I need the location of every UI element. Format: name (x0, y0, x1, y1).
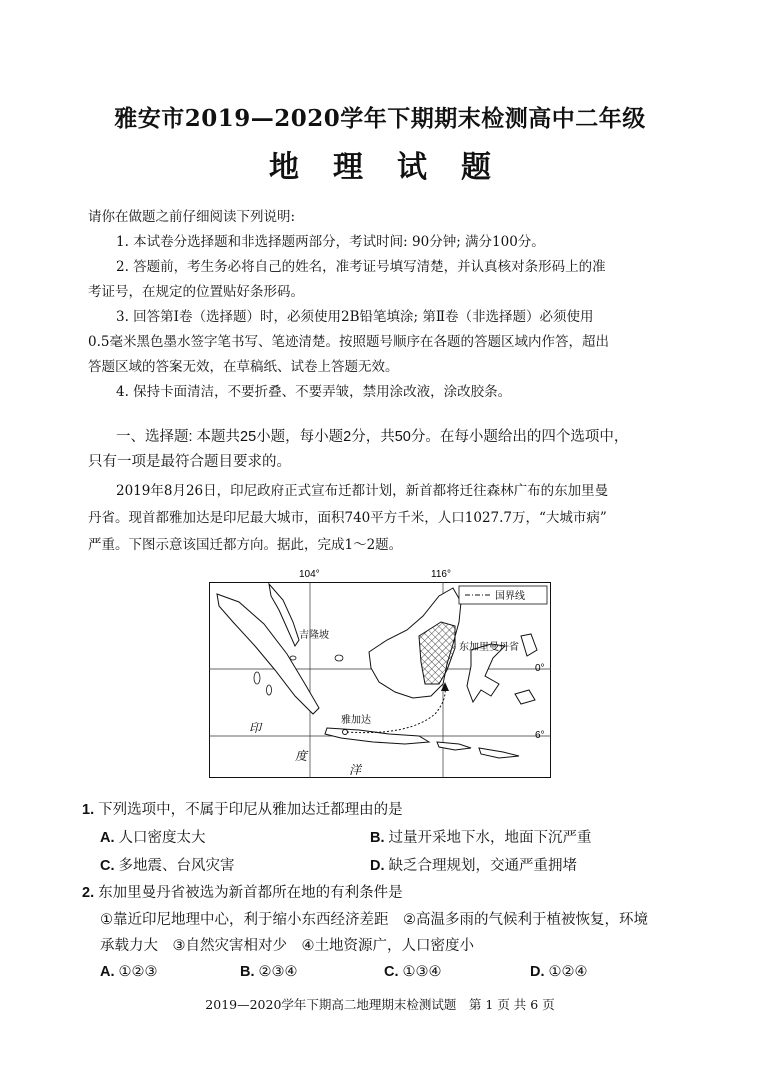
q2-option-b[interactable]: B. ②③④ (240, 964, 298, 980)
lat-label-6: 6° (535, 730, 545, 741)
instruction-item-1: 1. 本试卷分选择题和非选择题两部分，考试时间: 90分钟; 满分100分。 (116, 234, 545, 250)
question-2-statement-line-2: 承载力大 ③自然灾害相对少 ④土地资源广，人口密度小 (100, 938, 474, 954)
instruction-item-3-cont: 0.5毫米黑色墨水签字笔书写、笔迹清楚。按照题号顺序在各题的答题区域内作答，超出 (88, 334, 609, 350)
passage-line-3: 严重。下图示意该国迁都方向。据此，完成1～2题。 (88, 537, 403, 553)
city-label-kl: 吉隆坡 (299, 630, 329, 641)
q1-option-b[interactable]: B. 过量开采地下水，地面下沉严重 (370, 830, 592, 846)
lon-label-116: 116° (431, 569, 451, 580)
lon-label-104: 104° (299, 569, 320, 580)
map-svg (209, 566, 551, 778)
q2-option-a[interactable]: A. ①②③ (100, 964, 158, 980)
question-1-stem: 下列选项中，不属于印尼从雅加达迁都理由的是 (98, 802, 403, 818)
passage (88, 478, 688, 559)
passage-line-1: 2019年8月26日，印尼政府正式宣布迁都计划，新首都将迁往森林广布的东加里曼 (116, 483, 609, 499)
instruction-item-3-cont2: 答题区域的答案无效，在草稿纸、试卷上答题无效。 (88, 359, 399, 375)
islet-2 (267, 685, 272, 695)
page-title: 雅安市2019—2020学年下期期末检测高中二年级 (114, 105, 646, 132)
ocean-label-1: 印 (249, 721, 262, 735)
question-1-number: 1. (82, 802, 95, 818)
question-2 (82, 880, 692, 906)
instruction-item-3: 3. 回答第Ⅰ卷（选择题）时，必须使用2B铅笔填涂; 第Ⅱ卷（非选择题）必须使用 (116, 309, 594, 325)
passage-line-2: 丹省。现首都雅加达是印尼最大城市，面积740平方千米，人口1027.7万，“大城市病” (88, 510, 607, 526)
ocean-label-3: 洋 (349, 763, 362, 777)
province-label: 东加里曼丹省 (459, 642, 519, 653)
section-heading (88, 425, 688, 475)
q2-option-c[interactable]: C. ①③④ (384, 964, 442, 980)
section-line-2: 只有一项是最符合题目要求的。 (88, 454, 291, 470)
city-label-jakarta: 雅加达 (341, 715, 371, 726)
question-2-number: 2. (82, 885, 95, 901)
section-line-1: 一、选择题: 本题共25小题，每小题2分，共50分。在每小题给出的四个选项中， (116, 429, 629, 445)
instructions (88, 205, 688, 405)
instruction-item-2-cont: 考证号，在规定的位置贴好条形码。 (88, 284, 304, 300)
lat-label-0: 0° (535, 663, 545, 674)
q1-option-c[interactable]: C. 多地震、台风灾害 (100, 858, 235, 874)
q1-option-d[interactable]: D. 缺乏合理规划，交通严重拥堵 (370, 858, 578, 874)
subject-title: 地理试题 (269, 150, 525, 185)
instructions-lead: 请你在做题之前仔细阅读下列说明: (88, 209, 296, 225)
page-footer: 2019—2020学年下期高二地理期末检测试题 第 1 页 共 6 页 (205, 997, 555, 1012)
islet-4 (290, 656, 296, 660)
jakarta-dot (343, 730, 348, 735)
q1-option-a[interactable]: A. 人口密度太大 (100, 830, 206, 846)
instruction-item-4: 4. 保持卡面清洁，不要折叠、不要弄皱，禁用涂改液，涂改胶条。 (116, 384, 512, 400)
islet-1 (254, 672, 260, 684)
islet-3 (335, 655, 343, 661)
question-2-statements (100, 907, 690, 959)
question-1 (82, 797, 692, 823)
legend-label: 国界线 (495, 591, 525, 602)
ocean-label-2: 度 (295, 749, 308, 763)
indonesia-map (209, 566, 551, 778)
q2-option-d[interactable]: D. ①②④ (530, 964, 588, 980)
question-2-stem: 东加里曼丹省被选为新首都所在地的有利条件是 (98, 885, 403, 901)
instruction-item-2: 2. 答题前，考生务必将自己的姓名，准考证号填写清楚，并认真核对条形码上的准 (116, 259, 606, 275)
question-2-statement-line-1: ①靠近印尼地理中心，利于缩小东西经济差距 ②高温多雨的气候利于植被恢复，环境 (100, 912, 648, 928)
